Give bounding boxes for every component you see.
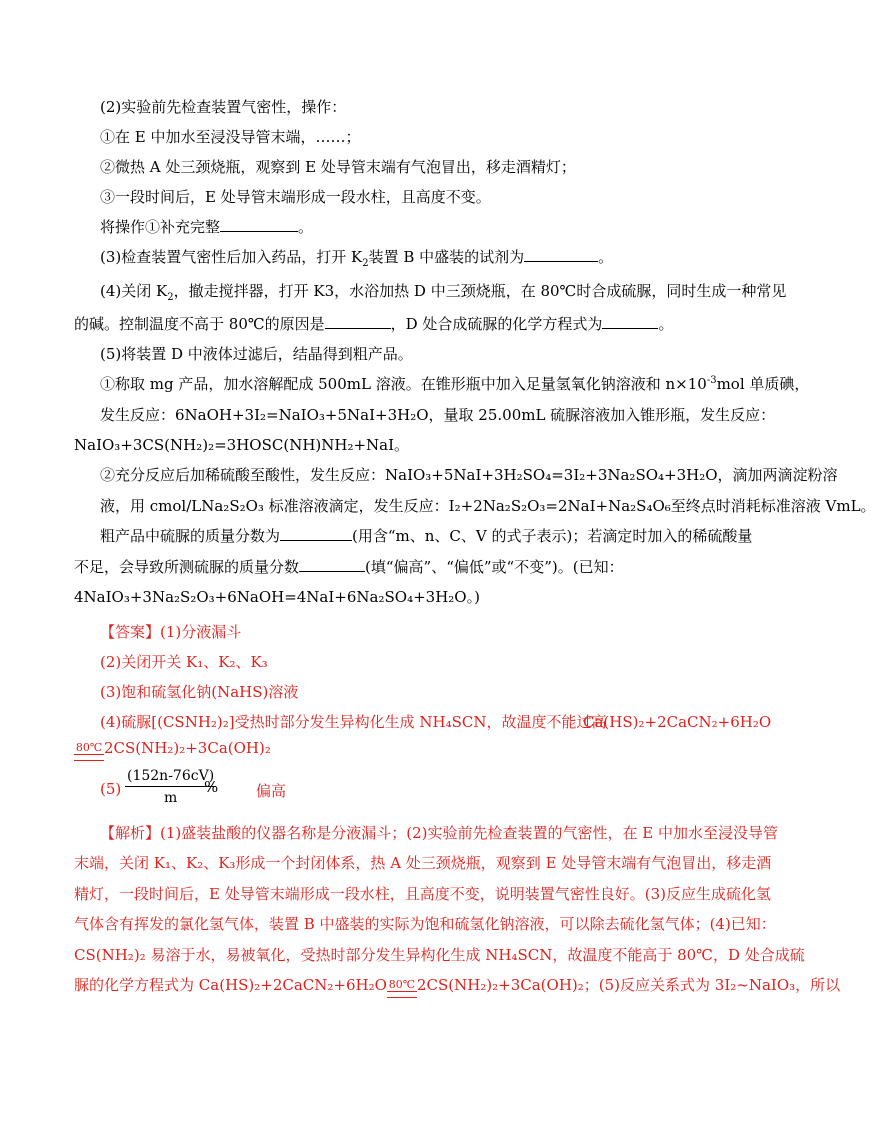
q3-line: (3)检查装置气密性后加入药品，打开 $K_2$装置 B 中盛装的试剂为 。 — [100, 248, 614, 269]
answer-blank — [280, 526, 352, 541]
reaction-condition-sign: 80℃ — [74, 742, 104, 761]
answer-line-2: (2)关闭开关 K₁、K₂、K₃ — [100, 653, 268, 671]
q4-line1: (4)关闭 $K_2$，撤走搅拌器，打开 K3，水浴加热 D 中三颈烧瓶，在 80℃时合成硫脲，同时生成一种常见 — [100, 282, 787, 303]
answer-line-1: 【答案】(1)分液漏斗 — [100, 623, 242, 641]
analysis-line-1: 【解析】(1)盛装盐酸的仪器名称是分液漏斗；(2)实验前先检查装置的气密性，在 E 中加水至浸没导管 — [100, 824, 779, 842]
answer-5-fraction — [125, 768, 219, 806]
answer-blank — [299, 557, 365, 572]
answer-5-label: (5) — [100, 780, 122, 798]
analysis-label: 【解析】 — [100, 824, 161, 842]
answer-label: 【答案】 — [100, 623, 161, 641]
answer-line-3: (3)饱和硫氢化钠(NaHS)溶液 — [100, 683, 299, 701]
q5-intro: (5)将装置 D 中液体过滤后，结晶得到粗产品。 — [100, 345, 413, 363]
q2-fill: 将操作①补充完整 。 — [100, 218, 314, 236]
q2-step3: ③一段时间后，E 处导管末端形成一段水柱，且高度不变。 — [100, 188, 491, 206]
answer-5-percent: % — [204, 778, 219, 796]
q4-line2: 的碱。控制温度不高于 80℃的原因是 ，D 处合成硫脲的化学方程式为 。 — [74, 315, 674, 333]
fraction-numerator: (152n-76cV) — [125, 768, 216, 787]
answer-blank — [325, 314, 391, 329]
q5-ask-line3: 4NaIO₃+3Na₂S₂O₃+6NaOH=4NaI+6Na₂SO₄+3H₂O。) — [74, 588, 480, 606]
q5-step1-line2: 发生反应：6NaOH+3I₂=NaIO₃+5NaI+3H₂O，量取 25.00mL 硫脲溶液加入锥形瓶，发生反应： — [100, 406, 776, 424]
answer-5-value: 偏高 — [256, 782, 287, 800]
q5-ask-line2: 不足，会导致所测硫脲的质量分数 (填“偏高”、“偏低”或“不变”)。(已知： — [74, 558, 624, 576]
q2-step2: ②微热 A 处三颈烧瓶，观察到 E 处导管末端有气泡冒出，移走酒精灯； — [100, 158, 576, 176]
analysis-line-2: 末端，关闭 K₁、K₂、K₃形成一个封闭体系，热 A 处三颈烧瓶，观察到 E 处导管末端有气泡冒出，移走酒 — [74, 854, 772, 872]
analysis-line-5: CS(NH₂)₂ 易溶于水，易被氧化，受热时部分发生异构化生成 NH₄SCN，故温度不能高于 80℃，D 处合成硫 — [74, 946, 805, 964]
answer-blank — [524, 247, 598, 262]
q5-ask-line1: 粗产品中硫脲的质量分数为 (用含“m、n、C、V 的式子表示)；若滴定时加入的稀硫酸量 — [100, 527, 753, 545]
q5-step1-line1: ①称取 mg 产品，加水溶解配成 500mL 溶液。在锥形瓶中加入足量氢氧化钠溶液和 $n\times 10^{-3}mol$ 单质碘， — [100, 375, 810, 393]
answer-line-4b: Ca(HS)₂+2CaCN₂+6H₂O — [583, 713, 772, 731]
analysis-line-6: 脲的化学方程式为 Ca(HS)₂+2CaCN₂+6H₂O 80℃ 2CS(NH₂)₂+3Ca(OH)₂；(5)反应关系式为 3I₂~NaIO₃，所以 — [74, 975, 840, 998]
analysis-line-3: 精灯，一段时间后，E 处导管末端形成一段水柱，且高度不变，说明装置气密性良好。(3)反应生成硫化氢 — [74, 885, 771, 903]
q5-step1-line3: NaIO₃+3CS(NH₂)₂=3HOSC(NH)NH₂+NaI。 — [74, 436, 410, 454]
q5-step2-line1: ②充分反应后加稀硫酸至酸性，发生反应：NaIO₃+5NaI+3H₂SO₄=3I₂+3Na₂SO₄+3H₂O，滴加两滴淀粉溶 — [100, 466, 838, 484]
answer-blank — [602, 314, 658, 329]
q2-intro: (2)实验前先检查装置气密性，操作： — [100, 98, 347, 116]
answer-line-4a: (4)硫脲[(CSNH₂)₂]受热时部分发生异构化生成 NH₄SCN，故温度不能过高 — [100, 713, 607, 731]
q5-step2-line2: 液，用 cmol/LNa₂S₂O₃ 标准溶液滴定，发生反应：I₂+2Na₂S₂O₃=2NaI+Na₂S₄O₆至终点时消耗标准溶液 VmL。 — [100, 497, 876, 515]
answer-blank — [220, 217, 298, 232]
analysis-line-4: 气体含有挥发的氯化氢气体，装置 B 中盛装的实际为饱和硫氢化钠溶液，可以除去硫化氢气体；(4)已知： — [74, 915, 776, 933]
reaction-condition-sign: 80℃ — [387, 979, 417, 998]
q2-step1: ①在 E 中加水至浸没导管末端，……； — [100, 128, 361, 146]
fraction-denominator: m — [163, 790, 178, 806]
answer-line-4c: 80℃ 2CS(NH₂)₂+3Ca(OH)₂ — [74, 738, 271, 761]
